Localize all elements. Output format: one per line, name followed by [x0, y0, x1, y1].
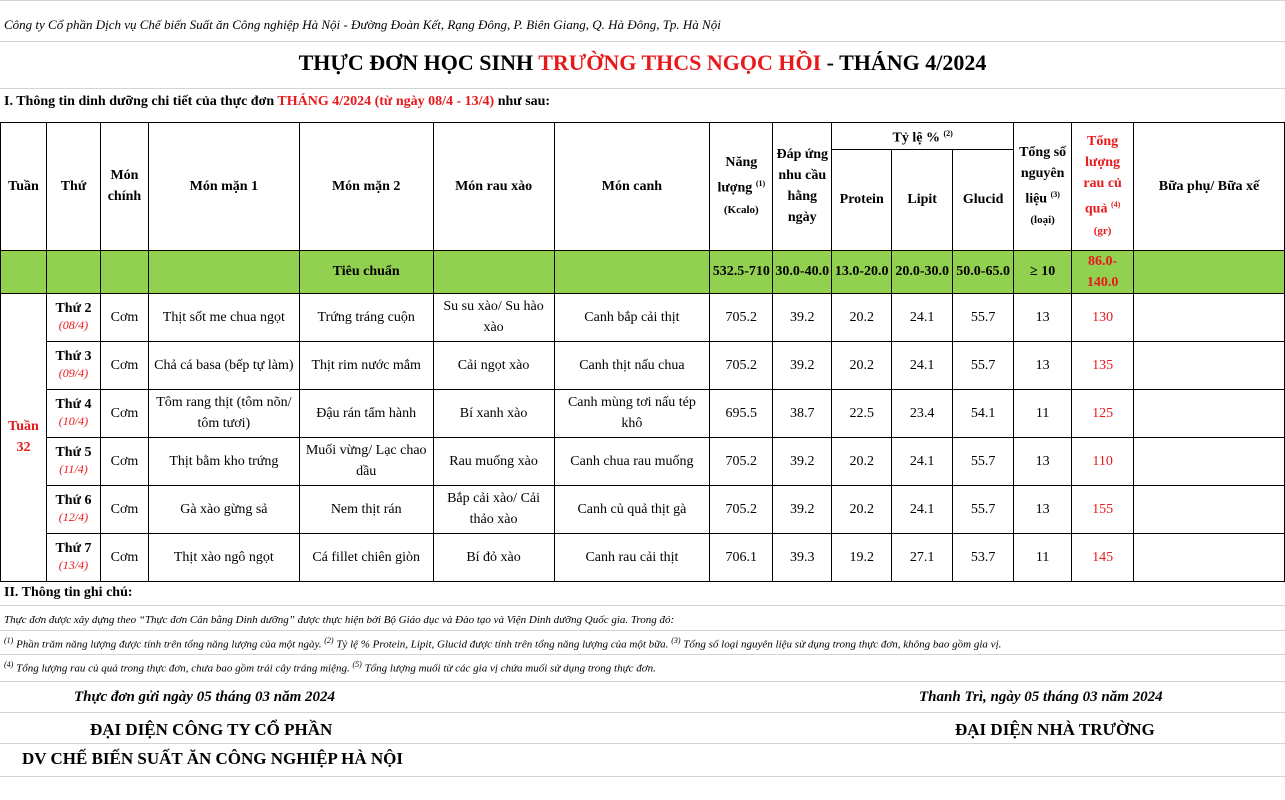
cell-lipit: 27.1	[892, 533, 953, 581]
standard-meet: 30.0-40.0	[773, 250, 832, 293]
cell-soup: Canh thịt nấu chua	[554, 341, 710, 389]
header-ingredient-sup: (3)	[1050, 189, 1060, 199]
note-1-sup: (1)	[4, 636, 14, 645]
cell-savory-1: Thịt xào ngô ngọt	[148, 533, 299, 581]
note-2: Tỷ lệ % Protein, Lipit, Glucid được tính trên tổng năng lượng của một bữa.	[333, 638, 672, 651]
cell-savory-2: Trứng tráng cuộn	[299, 293, 433, 341]
cell-main-dish: Cơm	[100, 341, 148, 389]
header-veg-label: Tổng lượng rau củ quả	[1083, 134, 1122, 217]
cell-daily-meet: 39.2	[773, 341, 832, 389]
note-4: Tổng lượng rau củ quả trong thực đơn, chưa bao gồm trái cây tráng miệng.	[13, 662, 353, 675]
cell-ingredients: 11	[1014, 389, 1072, 437]
cell-veg: 145	[1072, 533, 1134, 581]
cell-lipit: 23.4	[892, 389, 953, 437]
cell-snack	[1134, 437, 1285, 485]
cell-energy: 705.2	[710, 485, 773, 533]
cell-stir-fry: Bắp cải xào/ Cải thảo xào	[433, 485, 554, 533]
cell-protein: 20.2	[832, 341, 892, 389]
day-date: (11/4)	[59, 462, 88, 477]
cell-snack	[1134, 293, 1285, 341]
cell-snack	[1134, 533, 1285, 581]
title-suffix: - THÁNG 4/2024	[821, 50, 987, 75]
cell-savory-2: Nem thịt rán	[299, 485, 433, 533]
header-ratio	[832, 123, 1014, 150]
cell-protein: 20.2	[832, 437, 892, 485]
header-veg-sup: (4)	[1110, 200, 1121, 209]
day-cell	[46, 437, 100, 485]
cell-daily-meet: 39.2	[773, 485, 832, 533]
note-line-1	[4, 636, 1001, 651]
cell-soup: Canh mùng tơi nấu tép khô	[554, 389, 710, 437]
header-protein: Protein	[832, 149, 892, 250]
note-4-sup: (4)	[4, 660, 14, 669]
header-ingredient-unit: (loại)	[1030, 214, 1055, 227]
table-row	[1, 389, 1285, 437]
header-veg-total	[1072, 123, 1134, 251]
header-energy	[710, 123, 773, 251]
note-intro: Thực đơn được xây dựng theo “Thực đơn Cân bằng Dinh dưỡng” được thực hiện bởi Bộ Giáo dục và Đào tạo và Viện Dinh dưỡng Quốc gia. Trong đó:	[4, 614, 675, 626]
section-1-heading	[4, 94, 550, 110]
cell-soup: Canh chua rau muống	[554, 437, 710, 485]
day-cell	[46, 341, 100, 389]
cell-glucid: 55.7	[953, 341, 1014, 389]
header-lipit: Lipit	[892, 149, 953, 250]
cell-snack	[1134, 341, 1285, 389]
cell-lipit: 24.1	[892, 485, 953, 533]
cell-main-dish: Cơm	[100, 389, 148, 437]
header-ratio-sup: (2)	[943, 129, 953, 138]
cell-protein: 20.2	[832, 293, 892, 341]
day-date: (13/4)	[58, 558, 89, 573]
day-cell	[46, 485, 100, 533]
cell-glucid: 54.1	[953, 389, 1014, 437]
cell-daily-meet: 39.2	[773, 293, 832, 341]
header-energy-unit: (Kcalo)	[723, 203, 759, 216]
cell-soup: Canh bắp cải thịt	[554, 293, 710, 341]
header-ingredient-label: Tổng số nguyên liệu	[1019, 144, 1067, 207]
cell-ingredients: 13	[1014, 341, 1072, 389]
header-daily-meet: Đáp ứng nhu cầu hằng ngày	[773, 123, 832, 251]
header-ratio-label: Tỷ lệ %	[892, 130, 940, 146]
cell-savory-1: Tôm rang thịt (tôm nõn/ tôm tươi)	[148, 389, 299, 437]
day-cell	[46, 533, 100, 581]
cell-savory-1: Chả cá basa (bếp tự làm)	[148, 341, 299, 389]
page-title	[0, 50, 1285, 76]
cell-glucid: 53.7	[953, 533, 1014, 581]
header-day: Thứ	[46, 123, 100, 251]
cell-lipit: 24.1	[892, 293, 953, 341]
cell-protein: 20.2	[832, 485, 892, 533]
day-date: (10/4)	[58, 414, 89, 429]
day-cell	[46, 293, 100, 341]
cell-main-dish: Cơm	[100, 437, 148, 485]
cell-ingredients: 13	[1014, 485, 1072, 533]
cell-snack	[1134, 485, 1285, 533]
cell-daily-meet: 38.7	[773, 389, 832, 437]
day-date: (08/4)	[58, 318, 89, 333]
cell-savory-2: Thịt rim nước mắm	[299, 341, 433, 389]
header-veg-unit: (gr)	[1093, 224, 1112, 237]
header-energy-label: Năng lượng	[717, 155, 758, 196]
company-representative: ĐẠI DIỆN CÔNG TY CỔ PHẦN	[90, 720, 333, 739]
note-3-sup: (3)	[671, 636, 681, 645]
title-school: TRƯỜNG THCS NGỌC HỒI	[538, 50, 822, 75]
school-representative: ĐẠI DIỆN NHÀ TRƯỜNG	[955, 720, 1155, 739]
cell-glucid: 55.7	[953, 293, 1014, 341]
cell-glucid: 55.7	[953, 485, 1014, 533]
cell-snack	[1134, 389, 1285, 437]
standard-protein: 13.0-20.0	[832, 250, 892, 293]
header-soup: Món canh	[554, 123, 710, 251]
cell-protein: 22.5	[832, 389, 892, 437]
cell-main-dish: Cơm	[100, 485, 148, 533]
day-label: Thứ 5	[55, 445, 92, 461]
table-row	[1, 437, 1285, 485]
day-label: Thứ 2	[55, 301, 92, 317]
cell-protein: 19.2	[832, 533, 892, 581]
cell-savory-1: Thịt bằm kho trứng	[148, 437, 299, 485]
table-row	[1, 485, 1285, 533]
cell-ingredients: 13	[1014, 293, 1072, 341]
cell-main-dish: Cơm	[100, 533, 148, 581]
cell-energy: 705.2	[710, 437, 773, 485]
header-glucid: Glucid	[953, 149, 1014, 250]
section-1-suffix: như sau:	[494, 94, 551, 109]
cell-veg: 130	[1072, 293, 1134, 341]
header-main-dish: Món chính	[100, 123, 148, 251]
menu-table	[0, 122, 1285, 582]
sent-date: Thực đơn gửi ngày 05 tháng 03 năm 2024	[74, 689, 336, 705]
table-row	[1, 341, 1285, 389]
header-savory-1: Món mặn 1	[148, 123, 299, 251]
standard-lipit: 20.0-30.0	[892, 250, 953, 293]
cell-stir-fry: Rau muống xào	[433, 437, 554, 485]
cell-veg: 110	[1072, 437, 1134, 485]
cell-savory-2: Đậu rán tẩm hành	[299, 389, 433, 437]
cell-soup: Canh củ quả thịt gà	[554, 485, 710, 533]
standard-label: Tiêu chuẩn	[299, 250, 433, 293]
section-2-heading: II. Thông tin ghi chú:	[4, 585, 133, 600]
cell-savory-1: Gà xào gừng sả	[148, 485, 299, 533]
cell-energy: 695.5	[710, 389, 773, 437]
company-address: Công ty Cổ phần Dịch vụ Chế biến Suất ăn Công nghiệp Hà Nội - Đường Đoàn Kết, Rạng Đông, P. Biên Giang, Q. Hà Đông, Tp. Hà Nội	[4, 17, 721, 32]
section-1-highlight: THÁNG 4/2024 (từ ngày 08/4 - 13/4)	[277, 94, 495, 109]
header-snack: Bữa phụ/ Bữa xế	[1134, 123, 1285, 251]
day-date: (09/4)	[58, 366, 89, 381]
cell-main-dish: Cơm	[100, 293, 148, 341]
note-3: Tổng số loại nguyên liệu sử dụng trong thực đơn, không bao gồm gia vị.	[680, 638, 1002, 651]
cell-savory-2: Muối vừng/ Lạc chao dầu	[299, 437, 433, 485]
cell-veg: 125	[1072, 389, 1134, 437]
company-name: DV CHẾ BIẾN SUẤT ĂN CÔNG NGHIỆP HÀ NỘI	[22, 749, 403, 768]
cell-energy: 705.2	[710, 341, 773, 389]
cell-lipit: 24.1	[892, 341, 953, 389]
cell-soup: Canh rau cải thịt	[554, 533, 710, 581]
title-prefix: THỰC ĐƠN HỌC SINH	[298, 50, 539, 75]
cell-lipit: 24.1	[892, 437, 953, 485]
cell-daily-meet: 39.3	[773, 533, 832, 581]
cell-glucid: 55.7	[953, 437, 1014, 485]
note-2-sup: (2)	[324, 636, 334, 645]
cell-energy: 705.2	[710, 293, 773, 341]
cell-ingredients: 11	[1014, 533, 1072, 581]
day-date: (12/4)	[58, 510, 89, 525]
day-label: Thứ 7	[55, 541, 92, 557]
standard-energy: 532.5-710	[710, 250, 773, 293]
table-row	[1, 533, 1285, 581]
note-1: Phần trăm năng lượng được tính trên tổng năng lượng của một ngày.	[13, 638, 325, 651]
cell-ingredients: 13	[1014, 437, 1072, 485]
header-energy-sup: (1)	[755, 179, 766, 188]
cell-stir-fry: Cải ngọt xào	[433, 341, 554, 389]
day-cell	[46, 389, 100, 437]
standard-glucid: 50.0-65.0	[953, 250, 1014, 293]
day-label: Thứ 3	[55, 349, 92, 365]
standard-row	[1, 250, 1285, 293]
day-label: Thứ 6	[55, 493, 92, 509]
header-savory-2: Món mặn 2	[299, 123, 433, 251]
cell-savory-2: Cá fillet chiên giòn	[299, 533, 433, 581]
table-row	[1, 293, 1285, 341]
day-label: Thứ 4	[55, 397, 92, 413]
header-stir-fry: Món rau xào	[433, 123, 554, 251]
standard-ingredients: ≥ 10	[1014, 250, 1072, 293]
header-week: Tuần	[1, 123, 47, 251]
place-date: Thanh Trì, ngày 05 tháng 03 năm 2024	[919, 689, 1163, 705]
note-5: Tổng lượng muối từ các gia vị chứa muối sử dụng trong thực đơn.	[361, 662, 656, 675]
cell-stir-fry: Bí đỏ xào	[433, 533, 554, 581]
note-5-sup: (5)	[352, 660, 362, 669]
standard-veg: 86.0-140.0	[1072, 250, 1134, 293]
cell-veg: 155	[1072, 485, 1134, 533]
cell-stir-fry: Bí xanh xào	[433, 389, 554, 437]
cell-energy: 706.1	[710, 533, 773, 581]
header-ingredient-count	[1014, 123, 1072, 251]
cell-savory-1: Thịt sốt me chua ngọt	[148, 293, 299, 341]
cell-daily-meet: 39.2	[773, 437, 832, 485]
section-1-prefix: I. Thông tin dinh dưỡng chi tiết của thực đơn	[4, 94, 278, 109]
week-label: Tuần 32	[1, 293, 47, 581]
cell-veg: 135	[1072, 341, 1134, 389]
note-line-2	[4, 660, 656, 675]
cell-stir-fry: Su su xào/ Su hào xào	[433, 293, 554, 341]
